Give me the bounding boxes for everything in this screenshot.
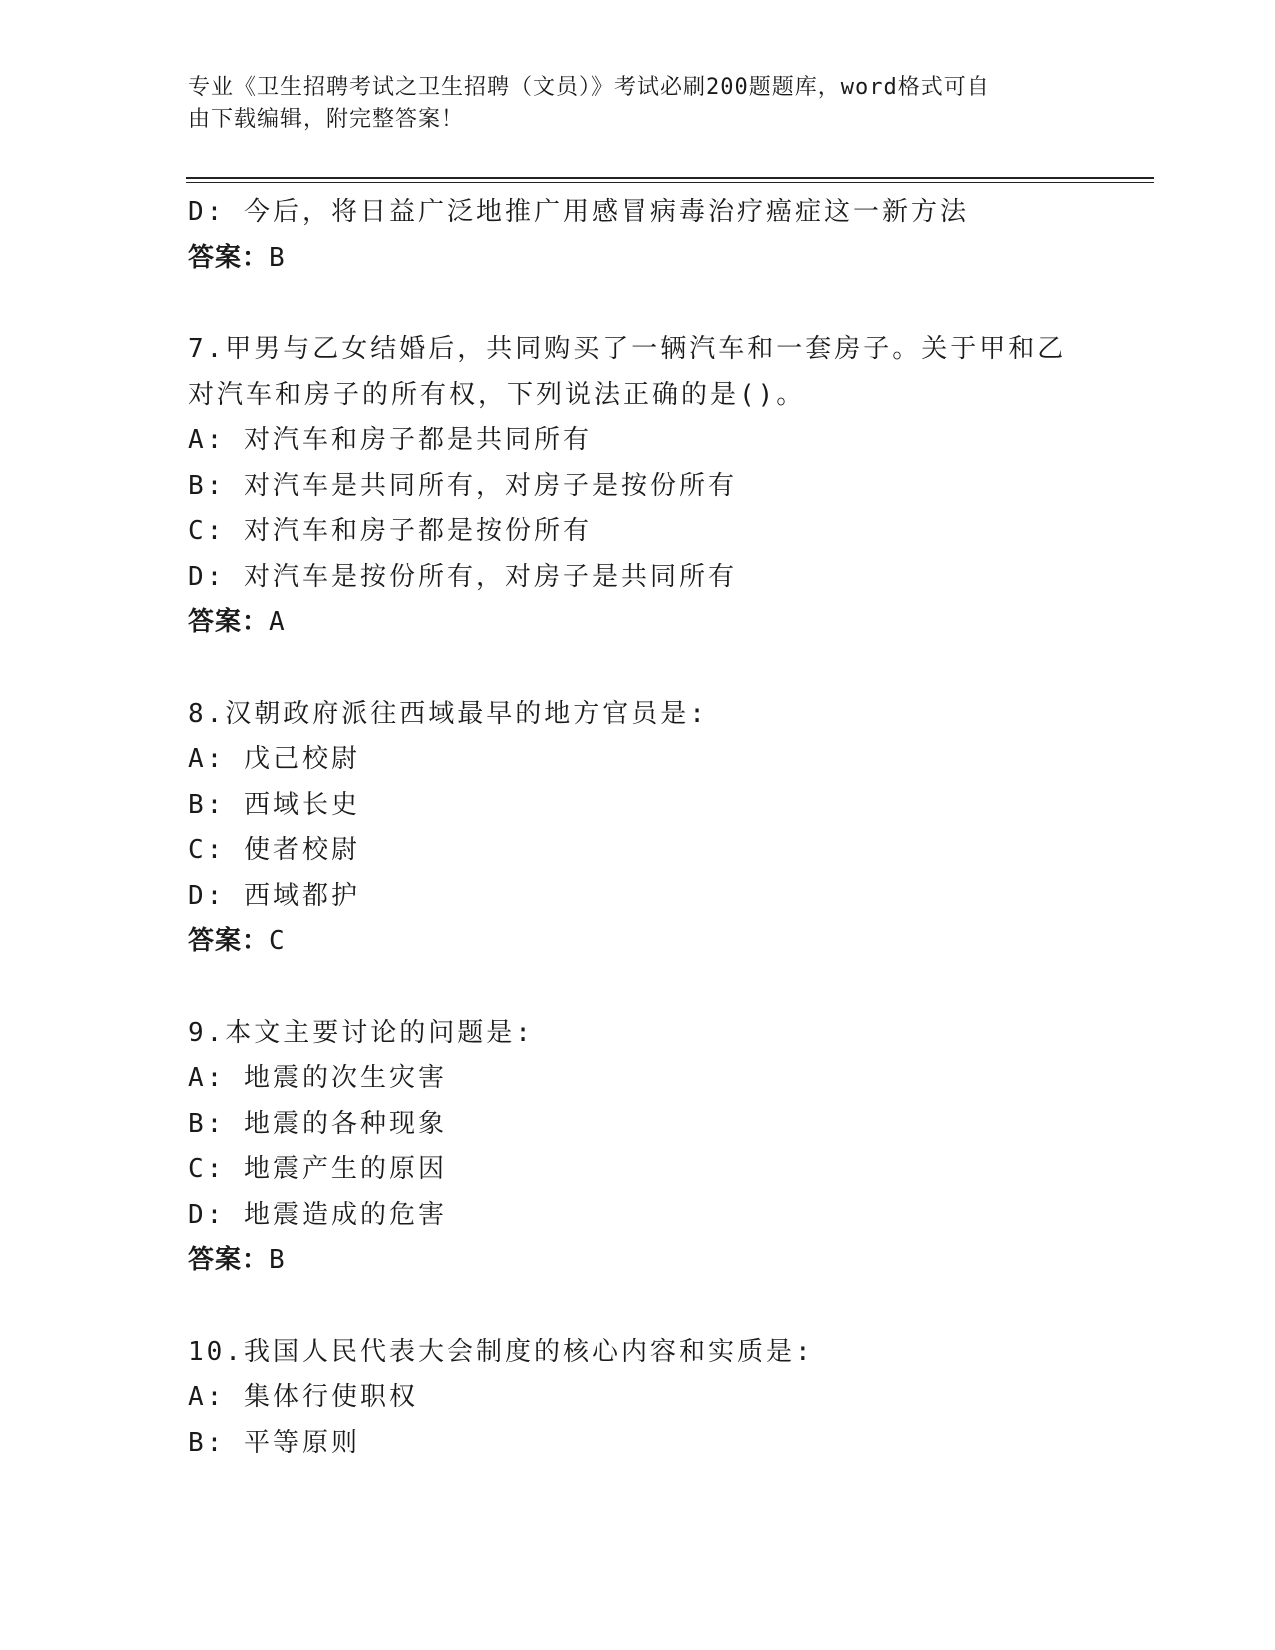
question-9: [188, 1011, 1088, 1284]
answer-label: 答案：: [188, 1245, 270, 1275]
option-b: B: 地震的各种现象: [188, 1108, 447, 1139]
header-line-1: 专业《卫生招聘考试之卫生招聘（文员）》考试必刷200题题库，word格式可自: [188, 75, 990, 100]
question-stem: 9.本文主要讨论的问题是:: [188, 1017, 534, 1048]
option-a: A: 对汽车和房子都是共同所有: [188, 425, 592, 455]
option-b: B: 平等原则: [188, 1427, 360, 1458]
question-6-tail: [188, 190, 1088, 281]
question-8: [188, 692, 1088, 965]
question-stem-continued: 对汽车和房子的所有权，下列说法正确的是()。: [188, 379, 806, 410]
question-stem: 10.我国人民代表大会制度的核心内容和实质是:: [188, 1336, 814, 1367]
option-c: C: 使者校尉: [188, 835, 360, 865]
question-7: [188, 327, 1088, 646]
question-stem: 8.汉朝政府派往西域最早的地方官员是:: [188, 698, 708, 729]
question-stem: 7.甲男与乙女结婚后，共同购买了一辆汽车和一套房子。关于甲和乙: [188, 334, 1067, 364]
answer-line: [188, 236, 1088, 282]
option-d: D: 今后，将日益广泛地推广用感冒病毒治疗癌症这一新方法: [188, 197, 969, 227]
answer-label: 答案：: [188, 607, 270, 637]
header-divider: [186, 177, 1154, 179]
option-d: D: 西域都护: [188, 880, 360, 911]
answer-line: [188, 919, 1088, 965]
question-list: [188, 190, 1088, 1466]
option-a: A: 戊己校尉: [188, 744, 360, 774]
option-c: C: 对汽车和房子都是按份所有: [188, 516, 592, 546]
option-d: D: 对汽车是按份所有，对房子是共同所有: [188, 561, 737, 592]
option-c: C: 地震产生的原因: [188, 1154, 447, 1184]
answer-label: 答案：: [188, 926, 270, 956]
option-a: A: 地震的次生灾害: [188, 1063, 447, 1093]
option-b: B: 西域长史: [188, 789, 360, 820]
option-a: A: 集体行使职权: [188, 1382, 418, 1412]
answer-label: 答案：: [188, 242, 270, 273]
header-divider-thin: [186, 182, 1154, 183]
answer-value: B: [269, 1245, 286, 1275]
answer-value: C: [269, 926, 286, 956]
answer-line: [188, 1238, 1088, 1284]
answer-line: [188, 600, 1088, 646]
question-10: [188, 1330, 1088, 1467]
header-line-2: 由下载编辑，附完整答案！: [188, 107, 465, 132]
option-d: D: 地震造成的危害: [188, 1199, 447, 1230]
answer-value: B: [269, 242, 286, 273]
option-b: B: 对汽车是共同所有，对房子是按份所有: [188, 470, 737, 501]
document-header: [188, 72, 1088, 136]
answer-value: A: [269, 607, 286, 637]
